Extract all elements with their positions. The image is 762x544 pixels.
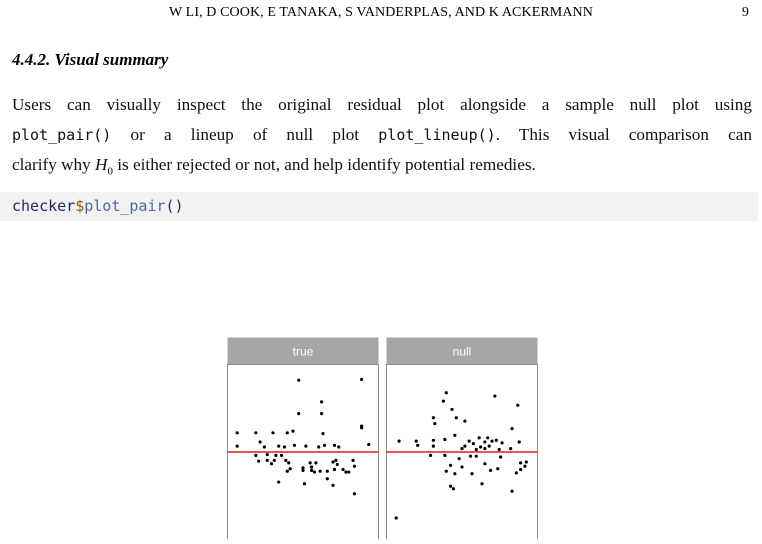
residual-point-true xyxy=(367,443,370,446)
residual-point-true xyxy=(326,477,329,480)
residual-point-true xyxy=(286,470,289,473)
residual-point-true xyxy=(320,412,323,415)
page-number: 9 xyxy=(741,5,749,20)
residual-point-true xyxy=(266,459,269,462)
code-object: checker xyxy=(12,197,76,215)
residual-point-null xyxy=(449,485,452,488)
residual-plot-pair-chart xyxy=(227,337,541,539)
residual-point-null xyxy=(449,464,452,467)
residual-point-true xyxy=(301,469,304,472)
residual-point-null xyxy=(516,404,519,407)
facet-label-null: null xyxy=(452,344,472,359)
residual-point-true xyxy=(360,378,363,381)
residual-point-null xyxy=(432,439,435,442)
math-h-zero xyxy=(95,155,113,178)
residual-point-null xyxy=(518,440,521,443)
residual-point-true xyxy=(317,445,320,448)
residual-point-true xyxy=(310,469,313,472)
residual-point-null xyxy=(395,516,398,519)
residual-point-null xyxy=(523,465,526,468)
residual-point-true xyxy=(333,444,336,447)
residual-point-null xyxy=(475,448,478,451)
residual-point-null xyxy=(468,440,471,443)
residual-point-true xyxy=(333,468,336,471)
residual-point-null xyxy=(429,454,432,457)
residual-point-null xyxy=(463,445,466,448)
residual-point-null xyxy=(432,416,435,419)
residual-point-null xyxy=(525,460,528,463)
residual-point-true xyxy=(254,454,257,457)
residual-point-null xyxy=(443,454,446,457)
residual-plot-pair-figure xyxy=(227,337,541,539)
residual-point-true xyxy=(353,492,356,495)
body-paragraph xyxy=(12,90,752,180)
residual-point-true xyxy=(344,470,347,473)
residual-point-null xyxy=(460,465,463,468)
residual-point-null xyxy=(478,436,481,439)
residual-point-true xyxy=(314,461,317,464)
paragraph-text: . This visual comparison can xyxy=(495,125,753,144)
paragraph-text: or a lineup of null plot xyxy=(111,125,379,144)
residual-point-true xyxy=(236,431,239,434)
residual-point-true xyxy=(326,470,329,473)
residual-point-true xyxy=(284,459,287,462)
residual-point-true xyxy=(277,480,280,483)
residual-point-true xyxy=(287,461,290,464)
paragraph-line-2 xyxy=(12,120,752,150)
code-block xyxy=(0,192,758,221)
residual-point-true xyxy=(360,426,363,429)
residual-point-null xyxy=(415,440,418,443)
section-number: 4.4.2. xyxy=(12,50,51,69)
inline-code-plot-pair: plot_pair() xyxy=(12,126,112,144)
residual-point-true xyxy=(257,460,260,463)
residual-point-true xyxy=(293,444,296,447)
residual-point-null xyxy=(499,455,502,458)
math-subscript: 0 xyxy=(107,165,113,178)
residual-point-true xyxy=(280,454,283,457)
residual-point-true xyxy=(277,445,280,448)
residual-point-true xyxy=(337,445,340,448)
residual-point-true xyxy=(331,460,334,463)
code-line xyxy=(12,192,184,221)
residual-point-null xyxy=(490,440,493,443)
residual-point-null xyxy=(498,448,501,451)
residual-point-null xyxy=(500,441,503,444)
residual-point-true xyxy=(351,459,354,462)
residual-point-true xyxy=(319,470,322,473)
residual-point-true xyxy=(334,459,337,462)
residual-point-null xyxy=(483,462,486,465)
code-function: plot_pair xyxy=(84,197,166,215)
residual-point-null xyxy=(469,455,472,458)
paragraph-line-3 xyxy=(12,150,752,180)
section-title: Visual summary xyxy=(54,50,169,69)
residual-point-null xyxy=(479,445,482,448)
residual-point-true xyxy=(297,379,300,382)
residual-point-null xyxy=(488,445,491,448)
residual-point-null xyxy=(515,471,518,474)
residual-point-null xyxy=(510,427,513,430)
residual-point-true xyxy=(274,454,277,457)
residual-point-null xyxy=(450,408,453,411)
residual-point-true xyxy=(286,431,289,434)
residual-point-true xyxy=(323,444,326,447)
residual-point-true xyxy=(309,461,312,464)
residual-point-true xyxy=(283,445,286,448)
residual-point-null xyxy=(458,457,461,460)
residual-point-null xyxy=(519,468,522,471)
residual-point-null xyxy=(493,394,496,397)
residual-point-true xyxy=(297,412,300,415)
residual-point-null xyxy=(480,482,483,485)
residual-point-null xyxy=(397,440,400,443)
math-variable: H xyxy=(95,155,108,174)
residual-point-null xyxy=(463,420,466,423)
residual-point-null xyxy=(496,467,499,470)
residual-point-null xyxy=(416,444,419,447)
residual-point-null xyxy=(460,447,463,450)
running-head xyxy=(0,5,762,25)
residual-point-null xyxy=(445,391,448,394)
residual-point-true xyxy=(310,465,313,468)
residual-point-true xyxy=(291,430,294,433)
residual-point-true xyxy=(353,465,356,468)
residual-point-true xyxy=(273,459,276,462)
residual-point-null xyxy=(452,487,455,490)
residual-point-null xyxy=(470,472,473,475)
residual-point-true xyxy=(331,484,334,487)
residual-point-null xyxy=(510,490,513,493)
residual-point-true xyxy=(304,445,307,448)
residual-point-true xyxy=(236,445,239,448)
code-parens: () xyxy=(165,197,184,215)
residual-point-null xyxy=(483,440,486,443)
section-heading xyxy=(12,50,168,70)
residual-point-null xyxy=(509,447,512,450)
residual-point-null xyxy=(495,439,498,442)
residual-point-true xyxy=(263,445,266,448)
residual-point-null xyxy=(475,455,478,458)
facet-label-true: true xyxy=(292,344,314,359)
residual-point-null xyxy=(453,434,456,437)
residual-point-null xyxy=(472,442,475,445)
residual-point-true xyxy=(270,462,273,465)
residual-point-null xyxy=(443,438,446,441)
residual-point-true xyxy=(271,431,274,434)
residual-point-true xyxy=(341,468,344,471)
residual-point-true xyxy=(303,482,306,485)
residual-point-null xyxy=(483,447,486,450)
residual-point-true xyxy=(321,432,324,435)
residual-point-true xyxy=(254,431,257,434)
residual-point-true xyxy=(289,467,292,470)
residual-point-null xyxy=(455,416,458,419)
residual-point-null xyxy=(453,472,456,475)
residual-point-true xyxy=(347,470,350,473)
residual-point-true xyxy=(266,453,269,456)
residual-point-true xyxy=(259,440,262,443)
running-head-authors: W LI, D COOK, E TANAKA, S VANDERPLAS, AND K ACKERMANN xyxy=(169,5,593,20)
residual-point-null xyxy=(519,461,522,464)
residual-point-null xyxy=(433,422,436,425)
residual-point-true xyxy=(336,463,339,466)
residual-point-null xyxy=(489,469,492,472)
residual-point-null xyxy=(486,436,489,439)
paragraph-text: clarify why xyxy=(12,155,96,174)
paragraph-text: is either rejected or not, and help identify potential remedies. xyxy=(112,155,536,174)
paragraph-line-1: Users can visually inspect the original residual plot alongside a sample null plot using xyxy=(12,95,752,114)
residual-point-null xyxy=(445,470,448,473)
residual-point-true xyxy=(313,470,316,473)
residual-point-null xyxy=(432,445,435,448)
residual-point-true xyxy=(320,400,323,403)
code-operator: $ xyxy=(75,197,85,215)
inline-code-plot-lineup: plot_lineup() xyxy=(378,126,496,144)
residual-point-null xyxy=(442,399,445,402)
